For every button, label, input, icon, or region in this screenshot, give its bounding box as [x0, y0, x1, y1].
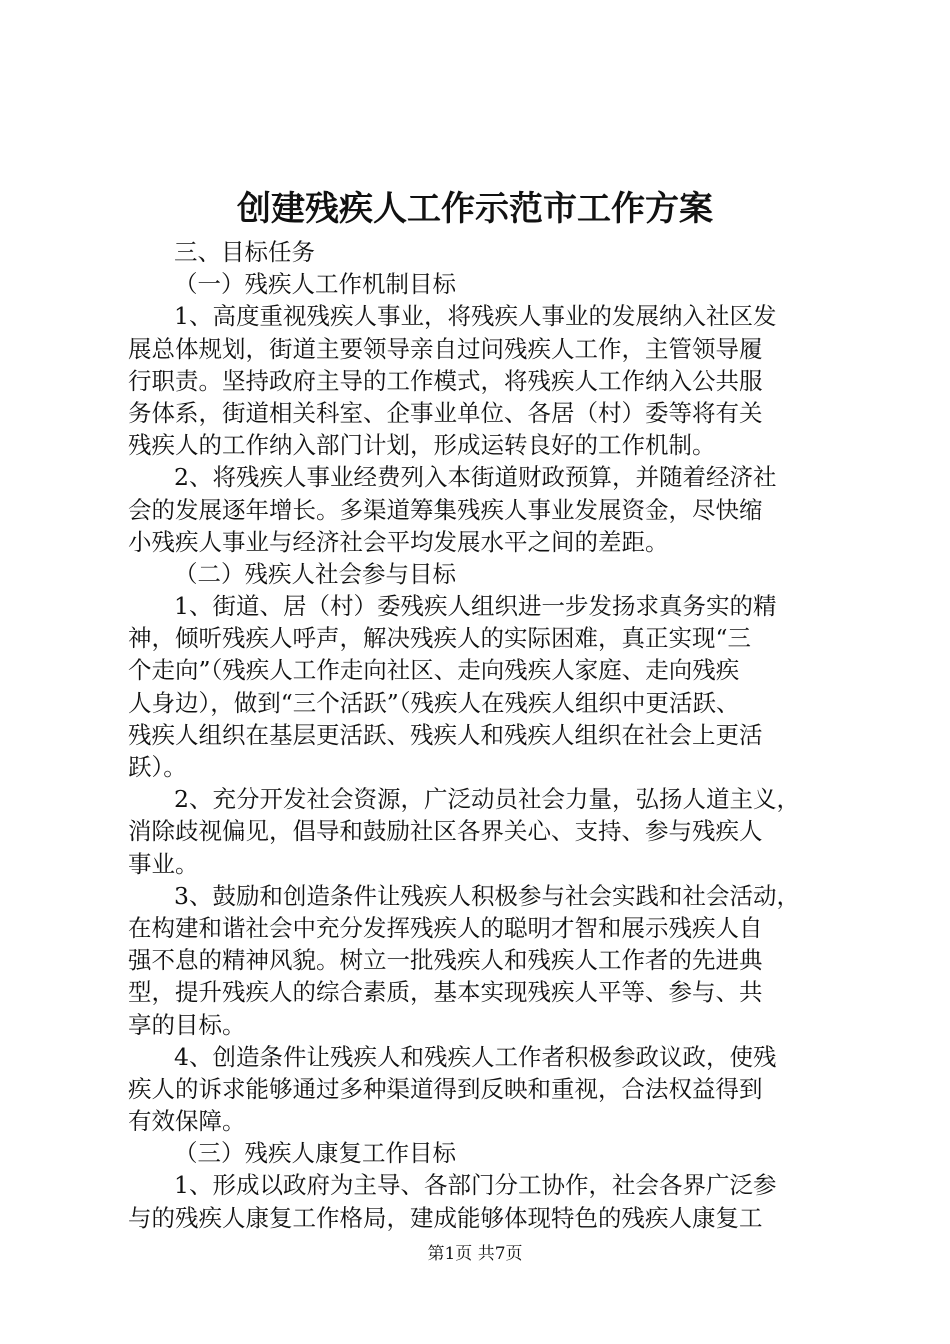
body-line: 2、充分开发社会资源，广泛动员社会力量，弘扬人道主义，	[174, 785, 800, 814]
body-line: 神，倾听残疾人呼声，解决残疾人的实际困难，真正实现“三	[128, 624, 752, 653]
body-line: 会的发展逐年增长。多渠道筹集残疾人事业发展资金，尽快缩	[128, 495, 763, 524]
body-line: 三、目标任务	[174, 238, 315, 266]
body-line: 小残疾人事业与经济社会平均发展水平之间的差距。	[128, 527, 669, 556]
body-line: 疾人的诉求能够通过多种渠道得到反映和重视，合法权益得到	[128, 1074, 763, 1103]
body-line: 个走向”（残疾人工作走向社区、走向残疾人家庭、走向残疾	[128, 656, 740, 685]
body-line: 务体系，街道相关科室、企事业单位、各居（村）委等将有关	[128, 398, 763, 427]
body-line: 人身边），做到“三个活跃”（残疾人在残疾人组织中更活跃、	[128, 688, 740, 717]
body-line: 行职责。坚持政府主导的工作模式，将残疾人工作纳入公共服	[128, 366, 763, 395]
body-line: （二）残疾人社会参与目标	[174, 559, 456, 588]
body-line: 2、将残疾人事业经费列入本街道财政预算，并随着经济社	[174, 463, 777, 492]
body-line: 跃）。	[128, 753, 187, 781]
body-line: 与的残疾人康复工作格局，建成能够体现特色的残疾人康复工	[128, 1203, 763, 1232]
body-line: 有效保障。	[128, 1107, 246, 1136]
document-body	[128, 236, 858, 1234]
body-line: 型，提升残疾人的综合素质，基本实现残疾人平等、参与、共	[128, 978, 763, 1007]
page-footer: 第1页 共7页	[427, 1244, 523, 1264]
body-line: （一）残疾人工作机制目标	[174, 270, 456, 299]
body-line: 消除歧视偏见，倡导和鼓励社区各界关心、支持、参与残疾人	[128, 817, 763, 846]
body-line: 事业。	[128, 849, 199, 878]
body-line: 3、鼓励和创造条件让残疾人积极参与社会实践和社会活动，	[174, 881, 800, 910]
body-line: 1、形成以政府为主导、各部门分工协作，社会各界广泛参	[174, 1171, 777, 1200]
body-line: 残疾人组织在基层更活跃、残疾人和残疾人组织在社会上更活	[128, 720, 763, 749]
body-line: 在构建和谐社会中充分发挥残疾人的聪明才智和展示残疾人自	[128, 913, 763, 942]
body-line: 展总体规划，街道主要领导亲自过问残疾人工作，主管领导履	[128, 334, 763, 363]
body-line: 强不息的精神风貌。树立一批残疾人和残疾人工作者的先进典	[128, 946, 763, 975]
body-line: 4、创造条件让残疾人和残疾人工作者积极参政议政，使残	[174, 1042, 777, 1071]
body-line: 残疾人的工作纳入部门计划，形成运转良好的工作机制。	[128, 431, 716, 460]
document-title: 创建残疾人工作示范市工作方案	[237, 189, 713, 229]
body-line: （三）残疾人康复工作目标	[174, 1139, 456, 1168]
body-line: 1、高度重视残疾人事业，将残疾人事业的发展纳入社区发	[174, 302, 777, 331]
body-line: 享的目标。	[128, 1010, 246, 1039]
body-line: 1、街道、居（村）委残疾人组织进一步发扬求真务实的精	[174, 592, 777, 621]
